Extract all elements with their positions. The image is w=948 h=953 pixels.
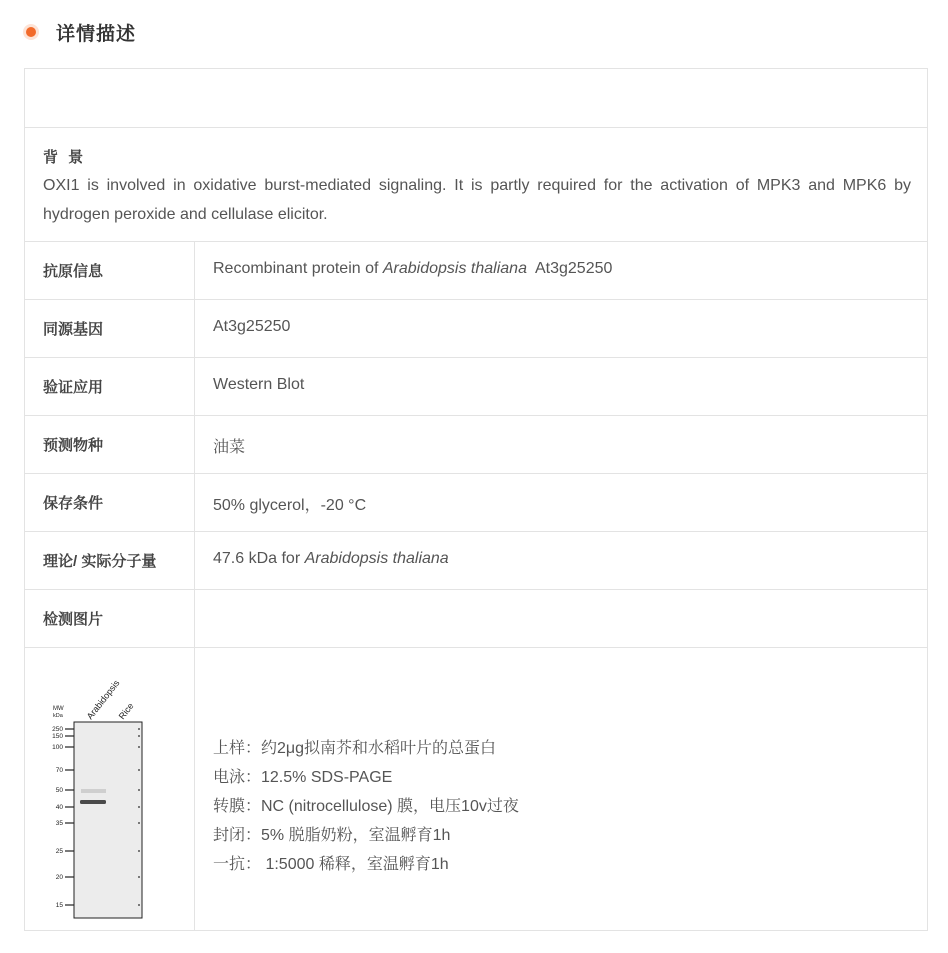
images-label: 检测图片 [43,611,104,628]
antigen-value [213,260,612,278]
method-line: 转膜：NC (nitrocellulose) 膜，电压10v过夜 [213,798,519,815]
mw-prefix: 47.6 kDa for [213,550,305,567]
blot-mw-label: MW [53,706,64,712]
lane-label-arabidopsis: Arabidopsis [84,678,122,722]
antigen-prefix: Recombinant protein of [213,260,383,277]
method-line: 上样：约2μg拟南芥和水稻叶片的总蛋白 [213,740,497,757]
method-line: 电泳：12.5% SDS-PAGE [213,769,393,786]
marker-label-50: 50 [55,787,63,794]
antigen-suffix: At3g25250 [526,260,613,277]
bullet-dot-icon [26,27,36,37]
table-row-application [25,357,927,415]
faint-band [81,789,106,793]
antigen-species: Arabidopsis thaliana [382,260,527,277]
species-value: 油菜 [213,439,246,456]
method-list [213,734,519,879]
marker-label-35: 35 [55,820,63,827]
background-row [25,127,927,242]
marker-label-100: 100 [52,744,63,751]
marker-ticks [65,729,74,905]
section-heading [24,18,136,46]
details-table [24,68,928,931]
marker-label-40: 40 [55,804,63,811]
marker-label-150: 150 [52,733,63,740]
homolog-label: 同源基因 [43,321,104,338]
marker-label-15: 15 [55,902,63,909]
mw-value [213,550,449,568]
background-label: 背 景 [43,149,87,166]
table-row-species [25,415,927,473]
specific-band [80,800,106,804]
lane-label-rice: Rice [116,700,136,722]
application-label: 验证应用 [43,379,104,396]
blot-unit-label: kDa [53,713,63,719]
marker-label-25: 25 [55,848,63,855]
storage-label: 保存条件 [43,495,104,512]
method-line: 封闭：5% 脱脂奶粉，室温孵育1h [213,827,451,844]
marker-label-20: 20 [55,874,63,881]
table-row-blot [25,647,927,931]
marker-label-70: 70 [55,767,63,774]
method-line: 一抗： 1:5000 稀释，室温孵育1h [213,856,449,873]
table-row-images [25,589,927,647]
western-blot-image [43,652,163,922]
mw-label: 理论/ 实际分子量 [43,553,157,570]
section-title: 详情描述 [56,23,137,45]
table-row-antigen [25,241,927,299]
application-value: Western Blot [213,376,305,393]
antigen-label: 抗原信息 [43,263,104,280]
blot-membrane [74,722,142,918]
homolog-value: At3g25250 [213,318,291,335]
table-row-molecular-weight [25,531,927,589]
marker-label-250: 250 [52,726,63,733]
marker-tick-labels [52,726,63,909]
species-label: 预测物种 [43,437,104,454]
table-row-homolog [25,299,927,357]
empty-row [25,69,927,127]
background-text: OXI1 is involved in oxidative burst-mediated signaling. It is partly required for the activation of MPK3 and MPK6 by hydrogen peroxide and cellulase elicitor. [43,177,911,223]
table-row-storage [25,473,927,531]
storage-value: 50% glycerol，-20 °C [213,497,367,514]
mw-species: Arabidopsis thaliana [304,550,449,567]
